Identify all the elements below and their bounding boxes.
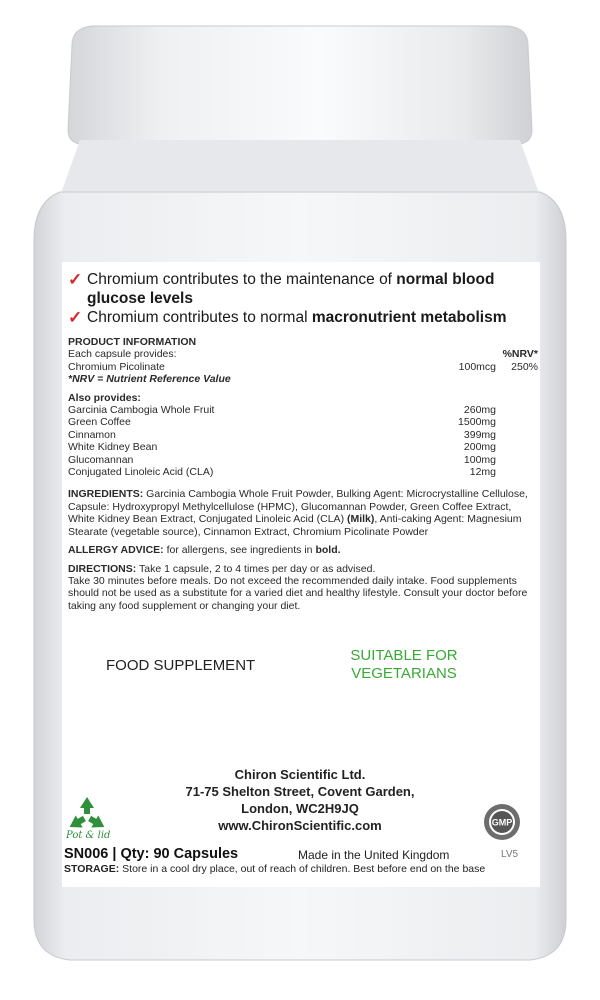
health-claims [68, 270, 538, 327]
product-info-heading: PRODUCT INFORMATION [68, 336, 197, 348]
also-row: Green Coffee 1500mg [68, 416, 496, 429]
food-supplement-label: FOOD SUPPLEMENT [106, 657, 256, 674]
company-name: Chiron Scientific Ltd. [234, 767, 366, 782]
ingredients-text: INGREDIENTS: Garcinia Cambogia Whole Fruit Powder, Bulking Agent: Microcrystalline Cellulose, Capsule: Hydroxypropyl Methylcellulose (HPMC), Glucomannan Powder, Green Coffee Extract, White Kidney Bean Extract, Conjugated Linoleic Acid (CLA) (Milk), Anti-caking Agent: Magnesium Stearate (vegetable source), Cinnamon Extract, Chromium Picolinate Powder [68, 488, 528, 538]
checkmark-icon: ✓ [68, 308, 83, 327]
directions: DIRECTIONS: Take 1 capsule, 2 to 4 times per day or as advised. Take 30 minutes before meals. Do not exceed the recommended daily intake. Food supplements should not be used as a substitute for a varied diet and healthy lifestyle. Consult your doctor before taking any food supplement or changing your diet. [68, 562, 528, 612]
also-row: Conjugated Linoleic Acid (CLA) 12mg [68, 466, 496, 479]
svg-text:GMP: GMP [491, 817, 513, 828]
vegetarian-label: SUITABLE FOR VEGETARIANS [350, 647, 458, 682]
sku-quantity: SN006 | Qty: 90 Capsules [64, 846, 239, 862]
primary-nutrient-row: Chromium Picolinate 100mcg 250% [68, 360, 538, 373]
also-row: Garcinia Cambogia Whole Fruit 260mg [68, 404, 496, 417]
company-address: 71-75 Shelton Street, Covent Garden, [185, 784, 415, 799]
storage-text: STORAGE: Store in a cool dry place, out of reach of children. Best before end on the base [64, 863, 486, 875]
each-capsule-text: Each capsule provides: [68, 348, 177, 361]
made-in-uk: Made in the United Kingdom [298, 848, 450, 862]
company-info [150, 766, 450, 834]
also-row: Glucomannan 100mg [68, 453, 496, 466]
claim-2: ✓ Chromium contributes to normal macronutrient metabolism [68, 308, 507, 327]
pot-lid-caption: Pot & lid [66, 830, 111, 841]
version-code: LV5 [501, 849, 519, 860]
company-city: London, WC2H9JQ [241, 801, 359, 816]
gmp-seal-icon [483, 803, 521, 841]
also-provides-heading: Also provides: [68, 391, 141, 404]
also-row: White Kidney Bean 200mg [68, 441, 496, 454]
badges [68, 645, 538, 685]
checkmark-icon: ✓ [68, 270, 83, 289]
nrv-note: *NRV = Nutrient Reference Value [68, 373, 231, 386]
company-website: www.ChironScientific.com [218, 818, 382, 833]
claim-1: ✓ Chromium contributes to the maintenance of normal blood glucose levels [68, 270, 495, 307]
nrv-header: %NRV* [502, 348, 538, 361]
allergy-advice: ALLERGY ADVICE: for allergens, see ingredients in bold. [68, 544, 341, 557]
also-row: Cinnamon 399mg [68, 428, 496, 441]
product-information [68, 336, 538, 612]
